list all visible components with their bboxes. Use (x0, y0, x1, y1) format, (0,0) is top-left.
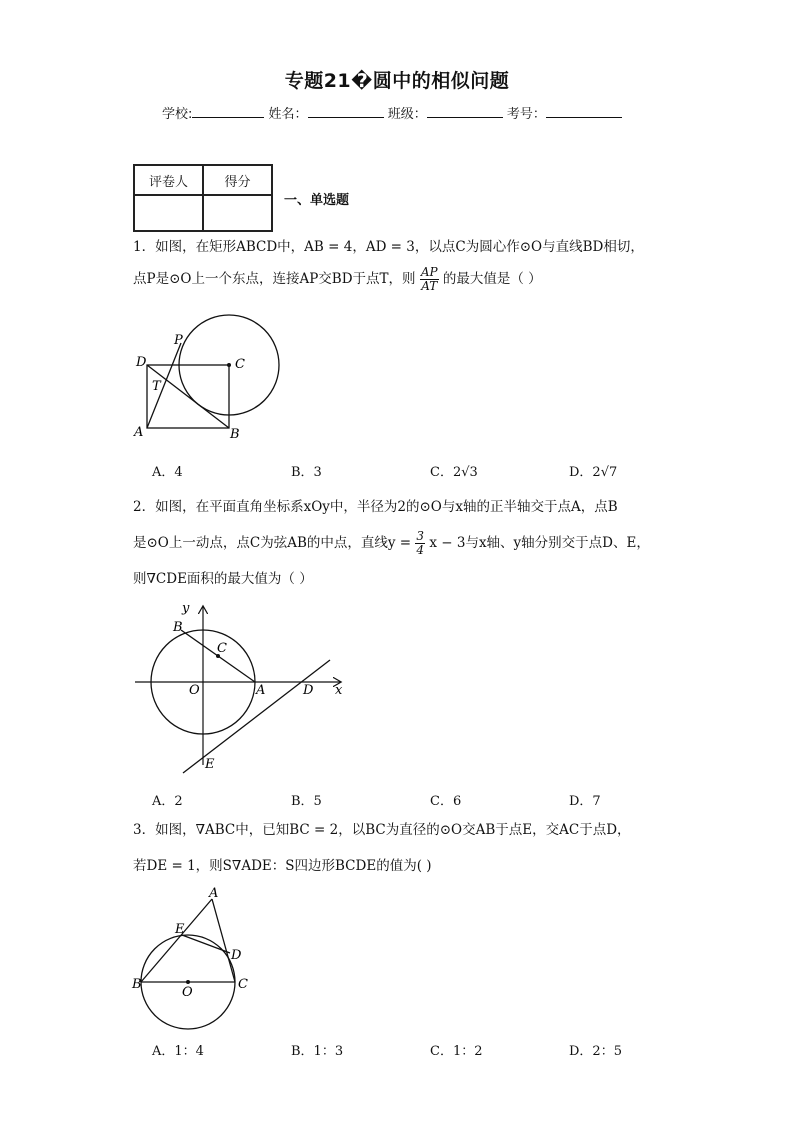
reviewer-cell: 评卷人 (134, 165, 203, 195)
q3-label-c: C (238, 977, 248, 992)
q1-figure (125, 300, 295, 450)
q3-label-o: O (182, 985, 193, 1000)
q2-option-b[interactable]: B．5 (291, 794, 322, 809)
q3-line1: 3．如图，∇ABC中，已知BC = 2，以BC为直径的⊙O交AB于点E，交AC于点D， (133, 822, 631, 838)
score-cell: 得分 (203, 165, 272, 195)
school-label: 学校: (162, 107, 193, 122)
q3-option-a[interactable]: A．1：4 (152, 1044, 204, 1059)
q1-label-t: T (152, 379, 161, 394)
q3-side-ab (141, 899, 212, 982)
q2-label-a: A (256, 683, 266, 698)
q1-option-a[interactable]: A．4 (152, 465, 183, 480)
q2-label-d: D (303, 683, 314, 698)
q2-label-y: y (182, 601, 190, 616)
q1-option-b[interactable]: B．3 (291, 465, 322, 480)
q1-label-b: B (230, 427, 240, 442)
name-label: 姓名： (268, 107, 308, 122)
q3-option-b[interactable]: B．1：3 (291, 1044, 344, 1059)
q1-line2 (133, 266, 542, 293)
q1-options (152, 461, 712, 480)
q3-option-c[interactable]: C．1：2 (430, 1044, 483, 1059)
student-info-line (162, 103, 622, 122)
q3-line2: 若DE = 1，则S∇ADE：S四边形BCDE的值为( ) (133, 858, 432, 874)
q2-label-o: O (189, 683, 200, 698)
q2-figure (125, 595, 355, 780)
q1-label-d: D (136, 355, 147, 370)
q2-line2a: 是⊙O上一动点，点C为弦AB的中点，直线y = (133, 535, 412, 551)
q2-label-b: B (173, 620, 183, 635)
q1-frac-den: AT (421, 279, 438, 293)
q1-label-a: A (134, 425, 144, 440)
q1-fraction (420, 266, 439, 293)
q1-line2b: 的最大值是（ ） (442, 271, 542, 287)
page-title: 专题21�圆中的相似问题 (284, 70, 510, 92)
q3-side-ac (212, 899, 235, 982)
q1-line1: 1．如图，在矩形ABCD中，AB = 4，AD = 3，以点C为圆心作⊙O与直线BD相切， (133, 239, 644, 255)
q2-option-d[interactable]: D．7 (569, 794, 601, 809)
section-heading: 一、单选题 (284, 193, 350, 208)
reviewer-blank-cell (134, 195, 203, 231)
q2-label-e: E (205, 757, 215, 772)
school-blank (192, 105, 264, 118)
q3-options (152, 1040, 712, 1059)
q2-options (152, 790, 712, 809)
score-blank-cell (203, 195, 272, 231)
class-blank (427, 105, 503, 118)
q2-option-c[interactable]: C．6 (430, 794, 462, 809)
q1-option-c[interactable]: C．2√3 (430, 465, 478, 480)
q3-option-d[interactable]: D．2：5 (569, 1044, 622, 1059)
q2-line2b: x − 3与x轴、y轴分别交于点D、E， (429, 535, 650, 551)
name-blank (308, 105, 384, 118)
q2-line1: 2．如图，在平面直角坐标系xOy中，半径为2的⊙O与x轴的正半轴交于点A，点B (133, 499, 618, 515)
q3-label-e: E (175, 922, 185, 937)
q1-label-p: P (174, 333, 183, 348)
id-blank (546, 105, 622, 118)
q3-figure (125, 885, 275, 1035)
q1-frac-num: AP (420, 265, 438, 279)
q2-frac-den: 4 (416, 543, 425, 557)
q3-label-d: D (231, 948, 242, 963)
id-label: 考号： (506, 107, 546, 122)
q2-option-a[interactable]: A．2 (152, 794, 183, 809)
q1-line2a: 点P是⊙O上一个东点，连接AP交BD于点T，则 (133, 271, 416, 287)
q3-center-dot (186, 980, 190, 984)
q3-label-b: B (132, 977, 142, 992)
q1-label-c: C (235, 357, 245, 372)
q2-line2 (133, 530, 650, 557)
q2-label-x: x (335, 683, 343, 698)
q2-label-c: C (217, 641, 227, 656)
q1-center-dot (227, 363, 231, 367)
grade-table (133, 164, 273, 232)
class-label: 班级： (387, 107, 427, 122)
q2-fraction (415, 530, 425, 557)
q2-line3: 则∇CDE面积的最大值为（ ） (133, 571, 313, 587)
q2-frac-num: 3 (416, 529, 425, 543)
q3-label-a: A (209, 886, 219, 901)
q1-option-d[interactable]: D．2√7 (569, 465, 618, 480)
